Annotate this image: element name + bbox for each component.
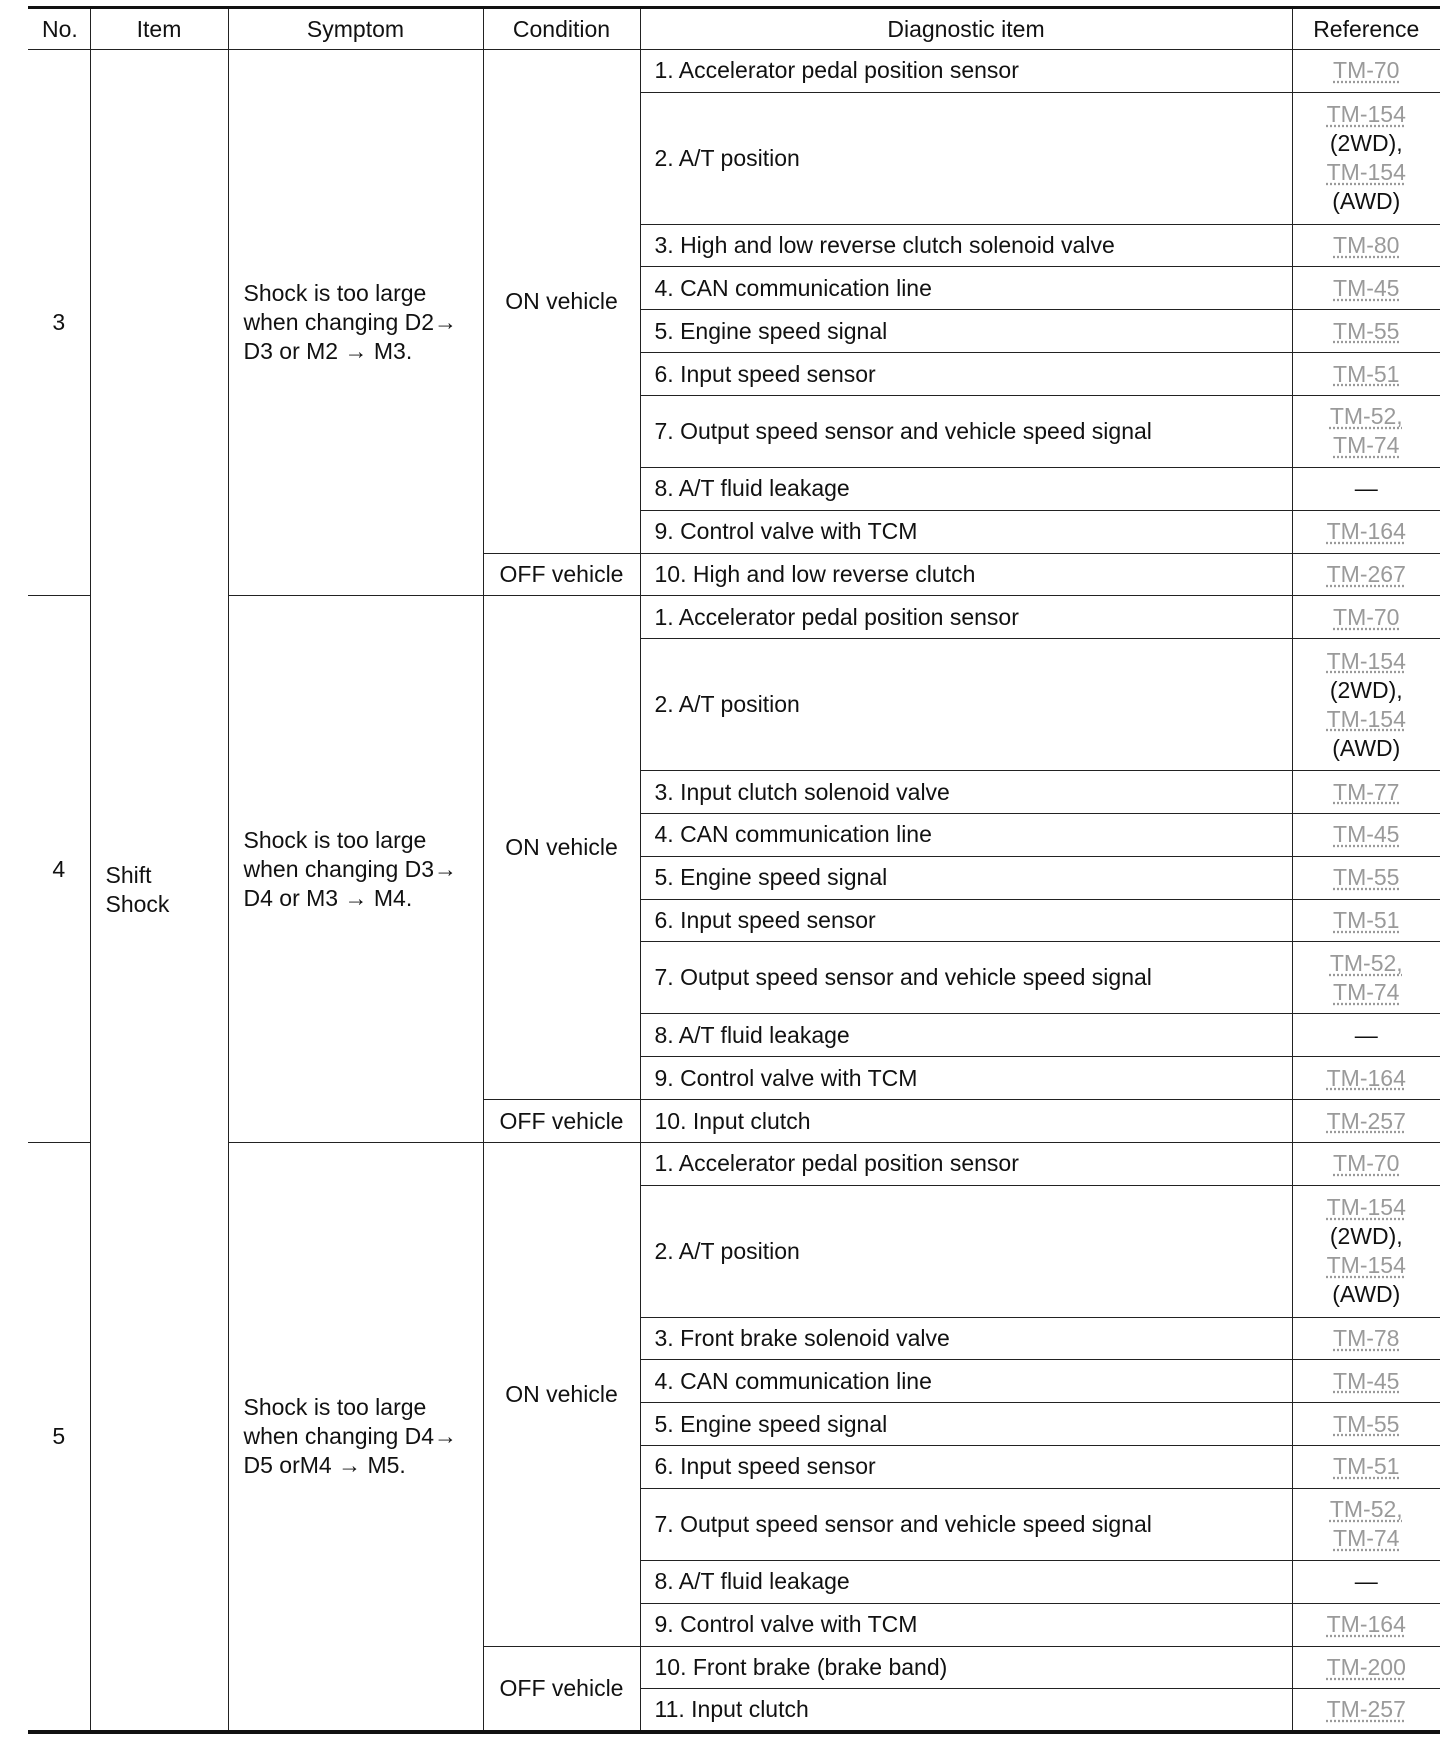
reference-link[interactable]: TM-55 [1333, 864, 1400, 891]
cell-diagnostic-item: 9. Control valve with TCM [640, 1057, 1292, 1100]
cell-diagnostic-item: 8. A/T fluid leakage [640, 1014, 1292, 1057]
cell-diagnostic-item: 3. High and low reverse clutch solenoid valve [640, 224, 1292, 267]
cell-reference [1292, 1689, 1440, 1732]
cell-condition: ON vehicle [483, 50, 640, 554]
reference-note: (AWD) [1332, 734, 1401, 761]
reference-link[interactable]: TM-154 [1326, 1194, 1406, 1221]
cell-diagnostic-item: 5. Engine speed signal [640, 1403, 1292, 1446]
reference-link[interactable]: TM-154 [1326, 1252, 1406, 1279]
cell-reference [1292, 1100, 1440, 1143]
cell-diagnostic-item: 1. Accelerator pedal position sensor [640, 1142, 1292, 1185]
reference-link[interactable]: TM-52, [1329, 1496, 1403, 1523]
cell-diagnostic-item: 1. Accelerator pedal position sensor [640, 596, 1292, 639]
cell-reference [1292, 310, 1440, 353]
reference-note: — [1354, 1568, 1378, 1595]
cell-diagnostic-item: 8. A/T fluid leakage [640, 468, 1292, 511]
reference-note: (2WD), [1329, 1223, 1403, 1250]
reference-link[interactable]: TM-164 [1326, 1064, 1406, 1091]
cell-diagnostic-item: 3. Input clutch solenoid valve [640, 771, 1292, 814]
header-no: No. [28, 8, 90, 50]
cell-diagnostic-item: 11. Input clutch [640, 1689, 1292, 1732]
header-reference: Reference [1292, 8, 1440, 50]
reference-link[interactable]: TM-80 [1333, 232, 1400, 259]
reference-link[interactable]: TM-164 [1326, 1611, 1406, 1638]
reference-link[interactable]: TM-70 [1333, 1150, 1400, 1177]
reference-link[interactable]: TM-70 [1333, 603, 1400, 630]
cell-condition: OFF vehicle [483, 1646, 640, 1732]
cell-condition: OFF vehicle [483, 1100, 640, 1143]
cell-number: 3 [28, 50, 90, 596]
reference-link[interactable]: TM-154 [1326, 101, 1406, 128]
cell-symptom: Shock is too large when changing D4→ D5 orM4 → M5. [228, 1142, 483, 1732]
cell-reference [1292, 639, 1440, 771]
cell-diagnostic-item: 8. A/T fluid leakage [640, 1560, 1292, 1603]
cell-reference [1292, 1446, 1440, 1489]
cell-reference [1292, 510, 1440, 553]
cell-diagnostic-item: 1. Accelerator pedal position sensor [640, 50, 1292, 93]
header-symptom: Symptom [228, 8, 483, 50]
cell-reference [1292, 1403, 1440, 1446]
cell-diagnostic-item: 6. Input speed sensor [640, 899, 1292, 942]
reference-link[interactable]: TM-70 [1333, 57, 1400, 84]
reference-link[interactable]: TM-74 [1333, 1525, 1400, 1552]
reference-link[interactable]: TM-200 [1326, 1653, 1406, 1680]
table-row [28, 1142, 1440, 1185]
item-label: Shift Shock [105, 862, 170, 917]
header-item: Item [90, 8, 228, 50]
cell-diagnostic-item: 5. Engine speed signal [640, 856, 1292, 899]
cell-diagnostic-item: 10. High and low reverse clutch [640, 553, 1292, 596]
table-row [28, 50, 1440, 93]
reference-link[interactable]: TM-154 [1326, 159, 1406, 186]
cell-reference [1292, 468, 1440, 511]
reference-link[interactable]: TM-55 [1333, 317, 1400, 344]
cell-reference [1292, 1185, 1440, 1317]
cell-diagnostic-item: 10. Input clutch [640, 1100, 1292, 1143]
header-condition: Condition [483, 8, 640, 50]
reference-link[interactable]: TM-164 [1326, 518, 1406, 545]
cell-diagnostic-item: 5. Engine speed signal [640, 310, 1292, 353]
cell-reference [1292, 267, 1440, 310]
cell-reference [1292, 1560, 1440, 1603]
cell-reference [1292, 1142, 1440, 1185]
reference-link[interactable]: TM-154 [1326, 647, 1406, 674]
reference-link[interactable]: TM-257 [1326, 1107, 1406, 1134]
cell-condition: ON vehicle [483, 596, 640, 1100]
cell-diagnostic-item: 4. CAN communication line [640, 813, 1292, 856]
cell-diagnostic-item: 9. Control valve with TCM [640, 510, 1292, 553]
cell-reference [1292, 1646, 1440, 1689]
cell-reference [1292, 1603, 1440, 1646]
cell-reference [1292, 1014, 1440, 1057]
cell-reference [1292, 1360, 1440, 1403]
cell-reference [1292, 553, 1440, 596]
header-diagnostic-item: Diagnostic item [640, 8, 1292, 50]
reference-link[interactable]: TM-74 [1333, 432, 1400, 459]
reference-link[interactable]: TM-267 [1326, 561, 1406, 588]
reference-link[interactable]: TM-45 [1333, 274, 1400, 301]
reference-link[interactable]: TM-257 [1326, 1696, 1406, 1723]
cell-item [90, 50, 228, 1733]
cell-reference [1292, 856, 1440, 899]
cell-symptom: Shock is too large when changing D2→ D3 or M2 → M3. [228, 50, 483, 596]
cell-reference [1292, 771, 1440, 814]
reference-link[interactable]: TM-45 [1333, 821, 1400, 848]
cell-diagnostic-item: 4. CAN communication line [640, 267, 1292, 310]
cell-diagnostic-item: 3. Front brake solenoid valve [640, 1317, 1292, 1360]
reference-link[interactable]: TM-45 [1333, 1367, 1400, 1394]
reference-link[interactable]: TM-51 [1333, 360, 1400, 387]
reference-link[interactable]: TM-154 [1326, 705, 1406, 732]
cell-reference [1292, 1317, 1440, 1360]
reference-link[interactable]: TM-55 [1333, 1410, 1400, 1437]
cell-condition: OFF vehicle [483, 553, 640, 596]
cell-reference [1292, 395, 1440, 467]
service-manual-page [28, 6, 1440, 1734]
table-header-row [28, 8, 1440, 50]
reference-link[interactable]: TM-51 [1333, 1453, 1400, 1480]
cell-diagnostic-item: 7. Output speed sensor and vehicle speed signal [640, 1488, 1292, 1560]
cell-reference [1292, 92, 1440, 224]
cell-number: 4 [28, 596, 90, 1142]
reference-link[interactable]: TM-77 [1333, 778, 1400, 805]
reference-note: (AWD) [1332, 188, 1401, 215]
table-row [28, 596, 1440, 639]
cell-diagnostic-item: 6. Input speed sensor [640, 1446, 1292, 1489]
cell-reference [1292, 596, 1440, 639]
cell-diagnostic-item: 2. A/T position [640, 92, 1292, 224]
cell-diagnostic-item: 7. Output speed sensor and vehicle speed signal [640, 395, 1292, 467]
reference-link[interactable]: TM-52, [1329, 403, 1403, 430]
reference-note: (2WD), [1329, 130, 1403, 157]
cell-diagnostic-item: 2. A/T position [640, 1185, 1292, 1317]
reference-link[interactable]: TM-51 [1333, 906, 1400, 933]
cell-reference [1292, 224, 1440, 267]
cell-diagnostic-item: 4. CAN communication line [640, 1360, 1292, 1403]
reference-note: — [1354, 475, 1378, 502]
cell-number: 5 [28, 1142, 90, 1732]
cell-condition: ON vehicle [483, 1142, 640, 1646]
reference-link[interactable]: TM-78 [1333, 1324, 1400, 1351]
cell-reference [1292, 813, 1440, 856]
cell-diagnostic-item: 7. Output speed sensor and vehicle speed signal [640, 942, 1292, 1014]
shift-shock-diagnosis-table [28, 6, 1440, 1734]
cell-reference [1292, 50, 1440, 93]
reference-note: (2WD), [1329, 676, 1403, 703]
reference-note: — [1354, 1021, 1378, 1048]
reference-link[interactable]: TM-52, [1329, 949, 1403, 976]
cell-reference [1292, 353, 1440, 396]
cell-reference [1292, 1057, 1440, 1100]
cell-reference [1292, 942, 1440, 1014]
reference-note: (AWD) [1332, 1281, 1401, 1308]
table-body [28, 50, 1440, 1733]
cell-symptom: Shock is too large when changing D3→ D4 or M3 → M4. [228, 596, 483, 1142]
cell-reference [1292, 1488, 1440, 1560]
cell-diagnostic-item: 10. Front brake (brake band) [640, 1646, 1292, 1689]
reference-link[interactable]: TM-74 [1333, 978, 1400, 1005]
cell-diagnostic-item: 6. Input speed sensor [640, 353, 1292, 396]
cell-diagnostic-item: 2. A/T position [640, 639, 1292, 771]
cell-diagnostic-item: 9. Control valve with TCM [640, 1603, 1292, 1646]
cell-reference [1292, 899, 1440, 942]
